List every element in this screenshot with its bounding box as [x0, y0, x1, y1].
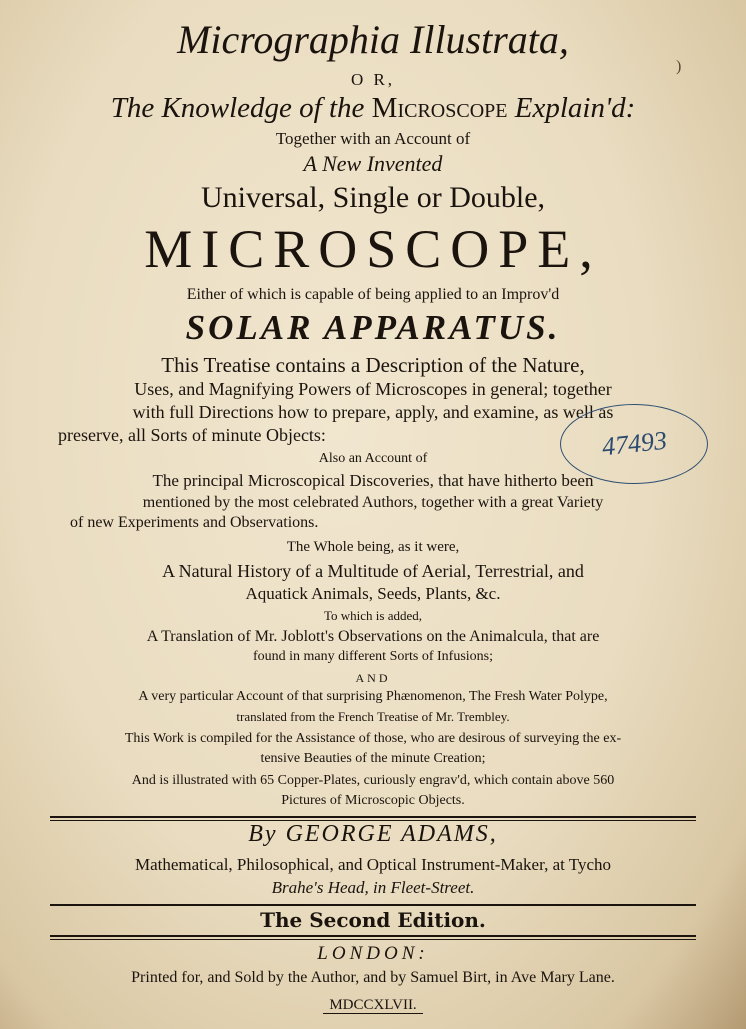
treatise-line-4: preserve, all Sorts of minute Objects: — [58, 425, 326, 445]
or-line: O R, — [350, 70, 396, 89]
author-desc-line-2: Brahe's Head, in Fleet-Street. — [271, 878, 475, 897]
new-invented-line: A New Invented — [303, 151, 443, 176]
london-line: LONDON: — [317, 943, 429, 964]
treatise-line-1: This Treatise contains a Description of the Nature, — [161, 353, 585, 377]
whole-being: The Whole being, as it were, — [286, 539, 460, 555]
and-line: AND — [355, 671, 391, 685]
treatise-line-3: with full Directions how to prepare, apply, and examine, as well as — [132, 402, 614, 422]
natural-history-line-2: Aquatick Animals, Seeds, Plants, &c. — [245, 584, 501, 603]
illustrated-line-2: Pictures of Microscopic Objects. — [281, 793, 465, 808]
microscope-heading: MICROSCOPE, — [144, 219, 602, 279]
library-stamp — [560, 404, 708, 484]
natural-history-line-1: A Natural History of a Multitude of Aerial, Terrestrial, and — [162, 561, 584, 581]
divider-bottom-thin — [50, 939, 696, 940]
author-desc-line-1: Mathematical, Philosophical, and Optical Instrument-Maker, at Tycho — [134, 855, 612, 874]
divider-top — [50, 816, 696, 818]
polype-line-2: translated from the French Treatise of Mr. Trembley. — [236, 709, 510, 724]
solar-apparatus: SOLAR APPARATUS. — [185, 308, 561, 347]
translation-line-1: A Translation of Mr. Joblott's Observations on the Animalcula, that are — [146, 628, 600, 645]
divider-middle — [50, 904, 696, 906]
discoveries-line-1: The principal Microscopical Discoveries, that have hitherto been — [152, 471, 594, 490]
margin-mark: ) — [676, 58, 682, 75]
printed-line: Printed for, and Sold by the Author, and by Samuel Birt, in Ave Mary Lane. — [131, 969, 615, 986]
divider-bottom — [50, 935, 696, 937]
subtitle-line — [0, 94, 746, 123]
to-which-added: To which is added, — [323, 608, 422, 623]
subtitle-microscope: Microscope — [371, 92, 508, 124]
illustrated-line-1: And is illustrated with 65 Copper-Plates, curiously engrav'd, which contain above 560 — [131, 773, 615, 788]
year-line — [0, 998, 746, 1014]
publication-year: MDCCXLVII. — [323, 998, 422, 1014]
subtitle-knowledge: Knowledge of the — [161, 92, 365, 124]
together-line: Together with an Account of — [275, 129, 471, 148]
edition-line: The Second Edition. — [260, 908, 486, 932]
discoveries-line-2: mentioned by the most celebrated Authors, together with a great Variety — [142, 494, 604, 511]
stamp-number: 47493 — [600, 425, 668, 462]
book-title: Micrographia Illustrata, — [177, 17, 569, 62]
also-account: Also an Account of — [318, 451, 428, 466]
either-line: Either of which is capable of being applied to an Improv'd — [186, 286, 560, 303]
work-line-1: This Work is compiled for the Assistance of those, who are desirous of surveying the ex- — [124, 731, 622, 746]
work-line-2: tensive Beauties of the minute Creation; — [260, 751, 486, 766]
subtitle-the: The — [110, 92, 155, 124]
subtitle-explained: Explain'd: — [514, 92, 636, 124]
translation-line-2: found in many different Sorts of Infusions; — [252, 649, 494, 664]
author-line: By GEORGE ADAMS, — [248, 821, 498, 847]
polype-line-1: A very particular Account of that surprising Phænomenon, The Fresh Water Polype, — [138, 689, 608, 704]
discoveries-line-3: of new Experiments and Observations. — [70, 514, 319, 531]
universal-line: Universal, Single or Double, — [200, 181, 546, 214]
treatise-line-2: Uses, and Magnifying Powers of Microscopes in general; together — [134, 379, 612, 399]
